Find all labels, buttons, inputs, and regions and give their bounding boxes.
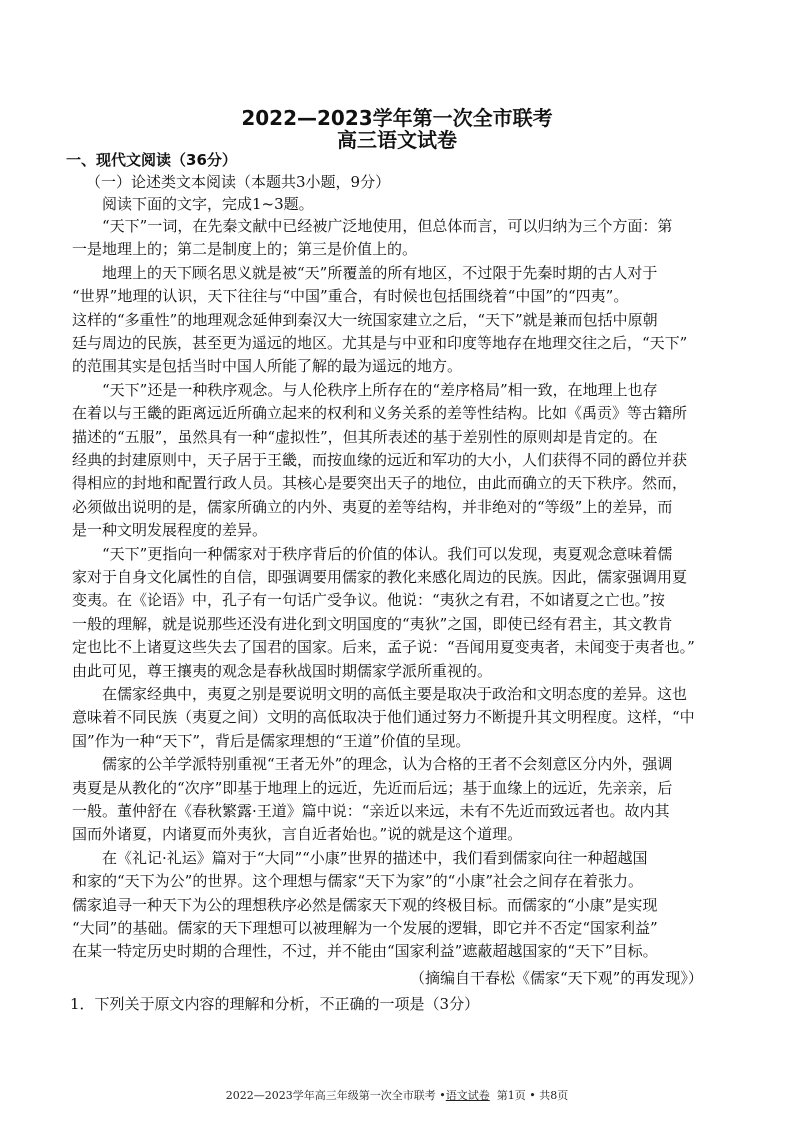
passage-line: 在着以与王畿的距离远近所确立起来的权利和义务关系的差等性结构。比如《禹贡》等古籍所 xyxy=(72,404,688,423)
exam-subtitle: 高三语文试卷 xyxy=(337,128,457,152)
passage-line: 的范围其实是包括当时中国人所能了解的最为遥远的地方。 xyxy=(72,357,463,376)
passage-line: 描述的“五服”，虽然具有一种“虚拟性”，但其所表述的基于差别性的原则却是肯定的。在 xyxy=(72,427,658,446)
footer-page-number: 第1页 • 共8页 xyxy=(496,1089,569,1102)
passage-line: 和家的“天下为公”的世界。这个理想与儒家“天下为家”的“小康”社会之间存在着张力。 xyxy=(72,872,644,891)
passage-line: “天下”一词，在先秦文献中已经被广泛地使用，但总体而言，可以归纳为三个方面：第 xyxy=(102,217,673,235)
footer-exam-name: 2022—2023学年高三年级第一次全市联考 • xyxy=(225,1089,446,1102)
passage-line: 地理上的天下顾名思义就是被“天”所覆盖的所有地区，不过限于先秦时期的古人对于 xyxy=(102,263,658,282)
passage-source: （摘编自干春松《儒家“天下观”的再发现》） xyxy=(410,969,703,987)
section-heading: 一、现代文阅读（36分） xyxy=(66,151,237,169)
passage-line: 得相应的封地和配置行政人员。其核心是要突出天子的地位，由此而确立的天下秩序。然而， xyxy=(72,474,688,493)
question-1: 1．下列关于原文内容的理解和分析，不正确的一项是（3分） xyxy=(70,995,480,1013)
passage-line: 在《礼记·礼运》篇对于“大同”“小康”世界的描述中，我们看到儒家向往一种超越国 xyxy=(102,848,648,867)
passage-line: 定也比不上诸夏这些失去了国君的国家。后来，孟子说：“吾闻用夏变夷者，未闻变于夷者也。” xyxy=(72,638,695,657)
passage-line: “天下”更指向一种儒家对于秩序背后的价值的体认。我们可以发现，夷夏观念意味着儒 xyxy=(102,544,673,563)
passage-line: 儒家追寻一种天下为公的理想秩序必然是儒家天下观的终极目标。而儒家的“小康”是实现 xyxy=(72,895,658,914)
passage-line: 在某一特定历史时期的合理性，不过，并不能由“国家利益”遮蔽超越国家的“天下”目标。 xyxy=(72,942,658,961)
passage-line: 意味着不同民族（夷夏之间）文明的高低取决于他们通过努力不断提升其文明程度。这样，“中 xyxy=(72,708,695,727)
exam-title: 2022—2023学年第一次全市联考 xyxy=(241,106,553,130)
passage-line: 由此可见，尊王攘夷的观念是春秋战国时期儒家学派所重视的。 xyxy=(72,661,493,680)
footer-subject: 语文试卷 xyxy=(445,1089,490,1102)
passage-line: 这样的“多重性”的地理观念延伸到秦汉大一统国家建立之后，“天下”就是兼而包括中原朝 xyxy=(72,310,658,329)
passage-line: 夷夏是从教化的“次序”即基于地理上的远近，先近而后远；基于血缘上的远近，先亲亲，后 xyxy=(72,778,673,797)
reading-instruction: 阅读下面的文字，完成1~3题。 xyxy=(102,195,314,213)
passage-line: 一般。董仲舒在《春秋繁露·王道》篇中说：“亲近以来远，未有不先近而致远者也。故内其 xyxy=(72,802,670,820)
passage-line: “天下”还是一种秩序观念。与人伦秩序上所存在的“差序格局”相一致，在地理上也存 xyxy=(102,380,658,399)
passage-line: 一是地理上的；第二是制度上的；第三是价值上的。 xyxy=(72,240,418,259)
passage-line: 廷与周边的民族，甚至更为遥远的地区。尤其是与中亚和印度等地存在地理交往之后，“天下” xyxy=(72,334,688,352)
passage-line: 经典的封建原则中，天子居于王畿，而按血缘的远近和军功的大小，人们获得不同的爵位并获 xyxy=(72,451,688,469)
passage-line: 国而外诸夏，内诸夏而外夷狄，言自近者始也。”说的就是这个道理。 xyxy=(72,825,523,844)
passage-line: 是一种文明发展程度的差异。 xyxy=(72,521,268,540)
passage-line: “大同”的基础。儒家的天下理想可以被理解为一个发展的逻辑，即它并不否定“国家利益” xyxy=(72,919,658,937)
passage-line: 必须做出说明的是，儒家所确立的内外、夷夏的差等结构，并非绝对的“等级”上的差异，而 xyxy=(72,497,673,516)
passage-line: 儒家的公羊学派特别重视“王者无外”的理念，认为合格的王者不会刻意区分内外，强调 xyxy=(102,755,673,774)
passage-line: 家对于自身文化属性的自信，即强调要用儒家的教化来感化周边的民族。因此，儒家强调用夏 xyxy=(72,568,688,586)
passage-line: 变夷。在《论语》中，孔子有一句话广受争议。他说：“夷狄之有君，不如诸夏之亡也。”按 xyxy=(72,591,665,610)
passage-line: 国”作为一种“天下”，背后是儒家理想的“王道”价值的呈现。 xyxy=(72,731,471,750)
passage-line: “世界”地理的认识，天下往往与“中国”重合，有时候也包括围绕着“中国”的“四夷”。 xyxy=(72,287,629,306)
subsection-heading: （一）论述类文本阅读（本题共3小题，9分） xyxy=(86,173,391,191)
passage-line: 在儒家经典中，夷夏之别是要说明文明的高低主要是取决于政治和文明态度的差异。这也 xyxy=(102,685,688,703)
page-footer xyxy=(0,1087,794,1103)
passage-line: 一般的理解，就是说那些还没有进化到文明国度的“夷狄”之国，即使已经有君主，其文教肯 xyxy=(72,614,673,633)
